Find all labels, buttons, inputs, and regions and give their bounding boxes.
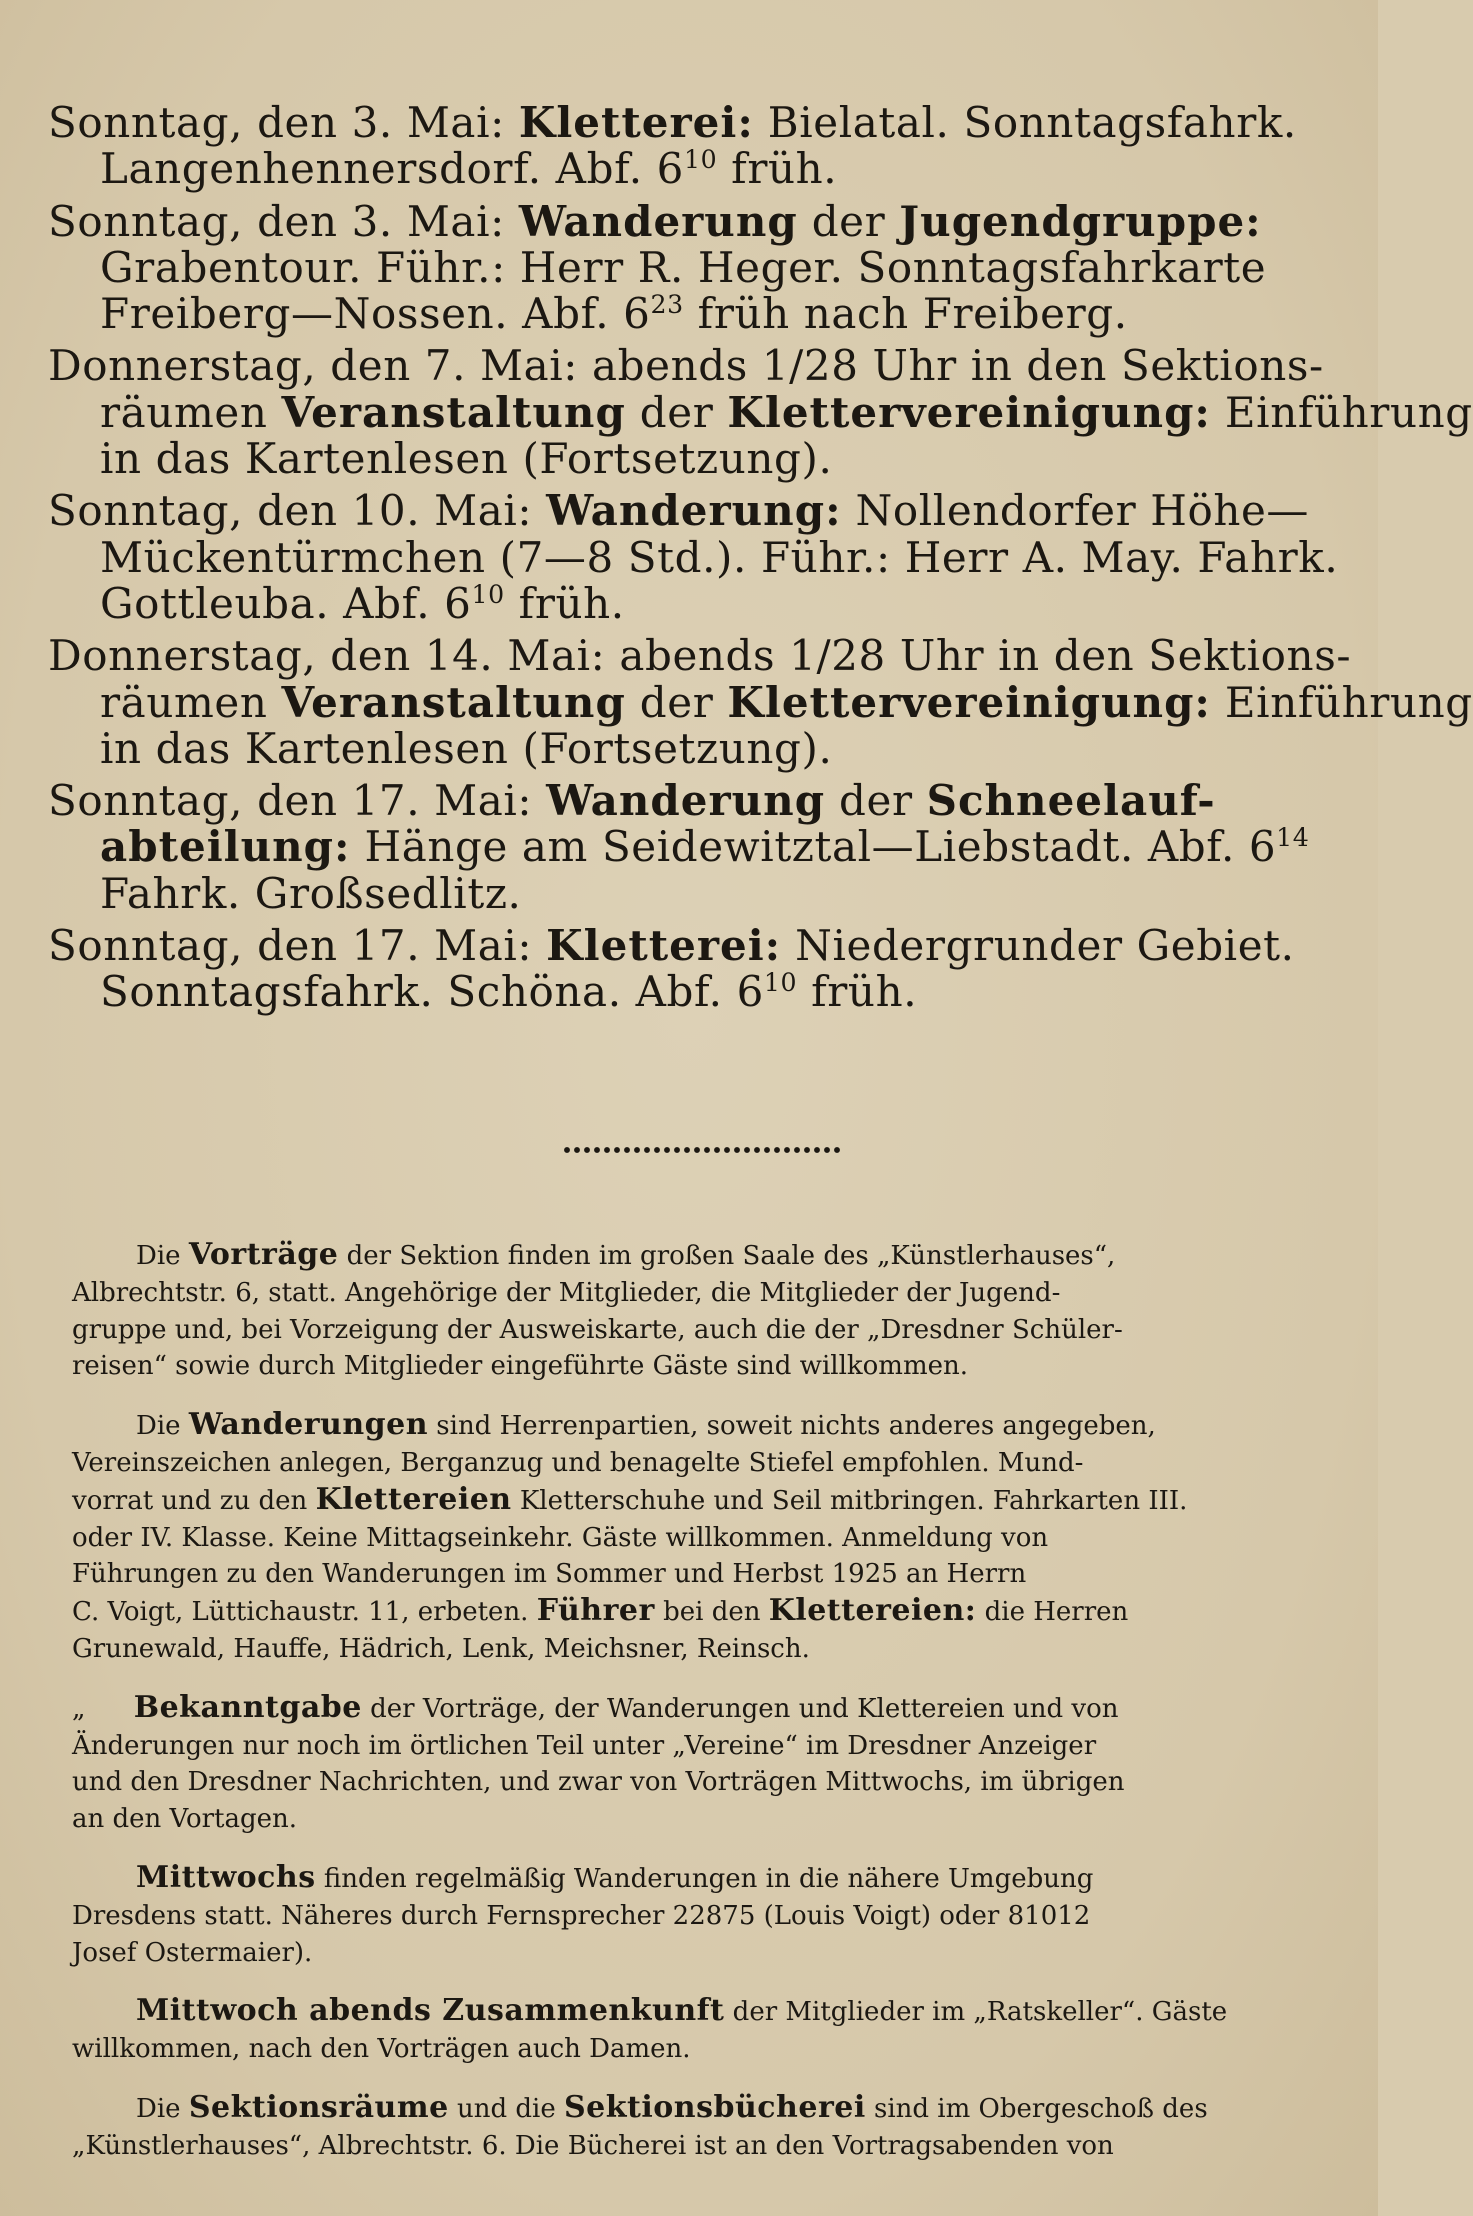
dotted-divider xyxy=(562,1143,842,1157)
event-veranstaltung: Veranstaltung xyxy=(281,677,626,727)
keyword-bekanntgabe: Bekanntgabe xyxy=(133,1689,362,1725)
note-line: Führungen zu den Wanderungen im Sommer und Herbst 1925 an Herrn xyxy=(72,1559,1027,1590)
event-schneelaufabteilung: abteilung: xyxy=(100,822,351,872)
schedule-entry xyxy=(48,631,1473,773)
schedule-entry xyxy=(48,923,1338,1016)
note-mittwochs xyxy=(72,1860,1342,1971)
entry-line: abteilung: Hänge am Seidewitztal—Liebstadt. Abf. $6^{14}$ xyxy=(100,822,1310,872)
event-schedule xyxy=(48,98,1473,1022)
note-line: C. Voigt, Lüttichaustr. 11, erbeten. Führer bei den Klettereien: die Herren xyxy=(72,1593,1129,1629)
keyword-sektionsbuecherei: Sektionsbücherei xyxy=(563,2089,866,2125)
entry-line: Sonntag, den 17. Mai: Kletterei: Niedergrunder Gebiet. xyxy=(48,921,1295,971)
event-kletterei: Kletterei: xyxy=(546,921,782,971)
note-line: Mittwochs finden regelmäßig Wanderungen in die nähere Umgebung xyxy=(136,1859,1094,1895)
note-line: reisen“ sowie durch Mitglieder eingeführte Gäste sind willkommen. xyxy=(72,1351,968,1382)
note-line: und den Dresdner Nachrichten, und zwar von Vorträgen Mittwochs, im übrigen xyxy=(72,1767,1125,1798)
note-sektionsraeume xyxy=(72,2090,1342,2165)
keyword-vortraege: Vorträge xyxy=(188,1237,339,1272)
entry-line: räumen Veranstaltung der Klettervereinigung: Einführung xyxy=(100,677,1473,727)
entry-line: Sonntag, den 3. Mai: Kletterei: Bielatal. Sonntagsfahrk. xyxy=(48,98,1297,147)
event-klettervereinigung: Klettervereinigung: xyxy=(727,387,1211,437)
note-bekanntgabe xyxy=(72,1690,1342,1838)
entry-line: Sonntag, den 10. Mai: Wanderung: Nollendorfer Höhe— xyxy=(48,486,1310,536)
note-zusammenkunft xyxy=(72,1993,1342,2068)
note-line: willkommen, nach den Vorträgen auch Damen. xyxy=(72,2034,691,2065)
entry-line: Donnerstag, den 14. Mai: abends 1/28 Uhr in den Sektions- xyxy=(48,631,1352,681)
entry-line: in das Kartenlesen (Fortsetzung). xyxy=(100,723,833,773)
event-veranstaltung: Veranstaltung xyxy=(281,387,626,437)
event-klettervereinigung: Klettervereinigung: xyxy=(727,677,1211,727)
event-wanderung: Wanderung xyxy=(546,776,826,826)
note-line: gruppe und, bei Vorzeigung der Ausweiskarte, auch die der „Dresdner Schüler- xyxy=(72,1314,1123,1345)
note-line: Änderungen nur noch im örtlichen Teil unter „Vereine“ im Dresdner Anzeiger xyxy=(72,1730,1097,1761)
entry-line: Sonntag, den 3. Mai: Wanderung der Jugendgruppe: xyxy=(48,196,1262,246)
schedule-entry xyxy=(48,488,1338,627)
note-line: Dresdens statt. Näheres durch Fernsprecher 22875 (Louis Voigt) oder 81012 xyxy=(72,1900,1091,1931)
keyword-sektionsraeume: Sektionsräume xyxy=(188,2089,449,2125)
entry-line: Donnerstag, den 7. Mai: abends 1/28 Uhr in den Sektions- xyxy=(48,341,1324,391)
keyword-wanderungen: Wanderungen xyxy=(188,1407,429,1443)
schedule-entry xyxy=(48,100,1338,193)
keyword-klettereien: Klettereien: xyxy=(768,1593,977,1629)
note-line: an den Vortagen. xyxy=(72,1804,298,1835)
schedule-entry xyxy=(48,196,1338,339)
note-line: Josef Ostermaier). xyxy=(72,1937,313,1968)
schedule-entry xyxy=(48,778,1338,917)
note-line: Albrechtstr. 6, statt. Angehörige der Mitglieder, die Mitglieder der Jugend- xyxy=(72,1277,1061,1308)
entry-line: Sonntagsfahrk. Schöna. Abf. $6^{10}$ früh. xyxy=(100,967,918,1017)
keyword-fuehrer: Führer xyxy=(536,1593,655,1629)
event-schneelaufabteilung: Schneelauf- xyxy=(926,776,1216,826)
section-notes xyxy=(72,1237,1342,2187)
entry-line: Gottleuba. Abf. $6^{10}$ früh. xyxy=(100,578,625,628)
note-line: „Künstlerhauses“, Albrechtstr. 6. Die Bücherei ist an den Vortragsabenden von xyxy=(72,2130,1114,2161)
entry-line: Mückentürmchen (7—8 Std.). Führ.: Herr A. May. Fahrk. xyxy=(100,532,1339,582)
note-line: Die Sektionsräume und die Sektionsbücherei sind im Obergeschoß des xyxy=(136,2089,1208,2125)
event-wanderung: Wanderung: xyxy=(546,486,842,536)
entry-line: räumen Veranstaltung der Klettervereinigung: Einführung xyxy=(100,387,1473,437)
entry-line: in das Kartenlesen (Fortsetzung). xyxy=(100,434,833,484)
event-wanderung: Wanderung xyxy=(518,196,798,246)
note-line: Die Wanderungen sind Herrenpartien, soweit nichts anderes angegeben, xyxy=(136,1407,1156,1443)
note-line: oder IV. Klasse. Keine Mittagseinkehr. Gäste willkommen. Anmeldung von xyxy=(72,1522,1049,1553)
keyword-zusammenkunft: Mittwoch abends Zusammenkunft xyxy=(136,1993,725,2029)
note-line: Grunewald, Hauffe, Hädrich, Lenk, Meichsner, Reinsch. xyxy=(72,1633,810,1664)
note-line: „ Bekanntgabe der Vorträge, der Wanderungen und Klettereien und von xyxy=(72,1689,1119,1725)
entry-line: Langenhennersdorf. Abf. $6^{10}$ früh. xyxy=(100,144,838,194)
event-kletterei: Kletterei: xyxy=(518,98,754,147)
entry-line: Fahrk. Großsedlitz. xyxy=(100,868,522,918)
entry-line: Grabentour. Führ.: Herr R. Heger. Sonntagsfahrkarte xyxy=(100,242,1267,292)
note-vortraege xyxy=(72,1237,1342,1385)
schedule-entry xyxy=(48,341,1473,484)
event-jugendgruppe: Jugendgruppe: xyxy=(899,196,1262,246)
note-line: Vereinszeichen anlegen, Berganzug und benagelte Stiefel empfohlen. Mund- xyxy=(72,1447,1084,1478)
entry-line: Freiberg—Nossen. Abf. $6^{23}$ früh nach Freiberg. xyxy=(100,289,1128,339)
note-line: vorrat und zu den Klettereien Kletterschuhe und Seil mitbringen. Fahrkarten III. xyxy=(72,1481,1188,1517)
note-wanderungen xyxy=(72,1407,1342,1668)
entry-line: Sonntag, den 17. Mai: Wanderung der Schneelauf- xyxy=(48,776,1216,826)
note-line: Mittwoch abends Zusammenkunft der Mitglieder im „Ratskeller“. Gäste xyxy=(136,1993,1228,2029)
note-line: Die Vorträge der Sektion finden im großen Saale des „Künstlerhauses“, xyxy=(136,1237,1116,1272)
keyword-klettereien: Klettereien xyxy=(315,1481,512,1517)
keyword-mittwochs: Mittwochs xyxy=(136,1859,316,1895)
